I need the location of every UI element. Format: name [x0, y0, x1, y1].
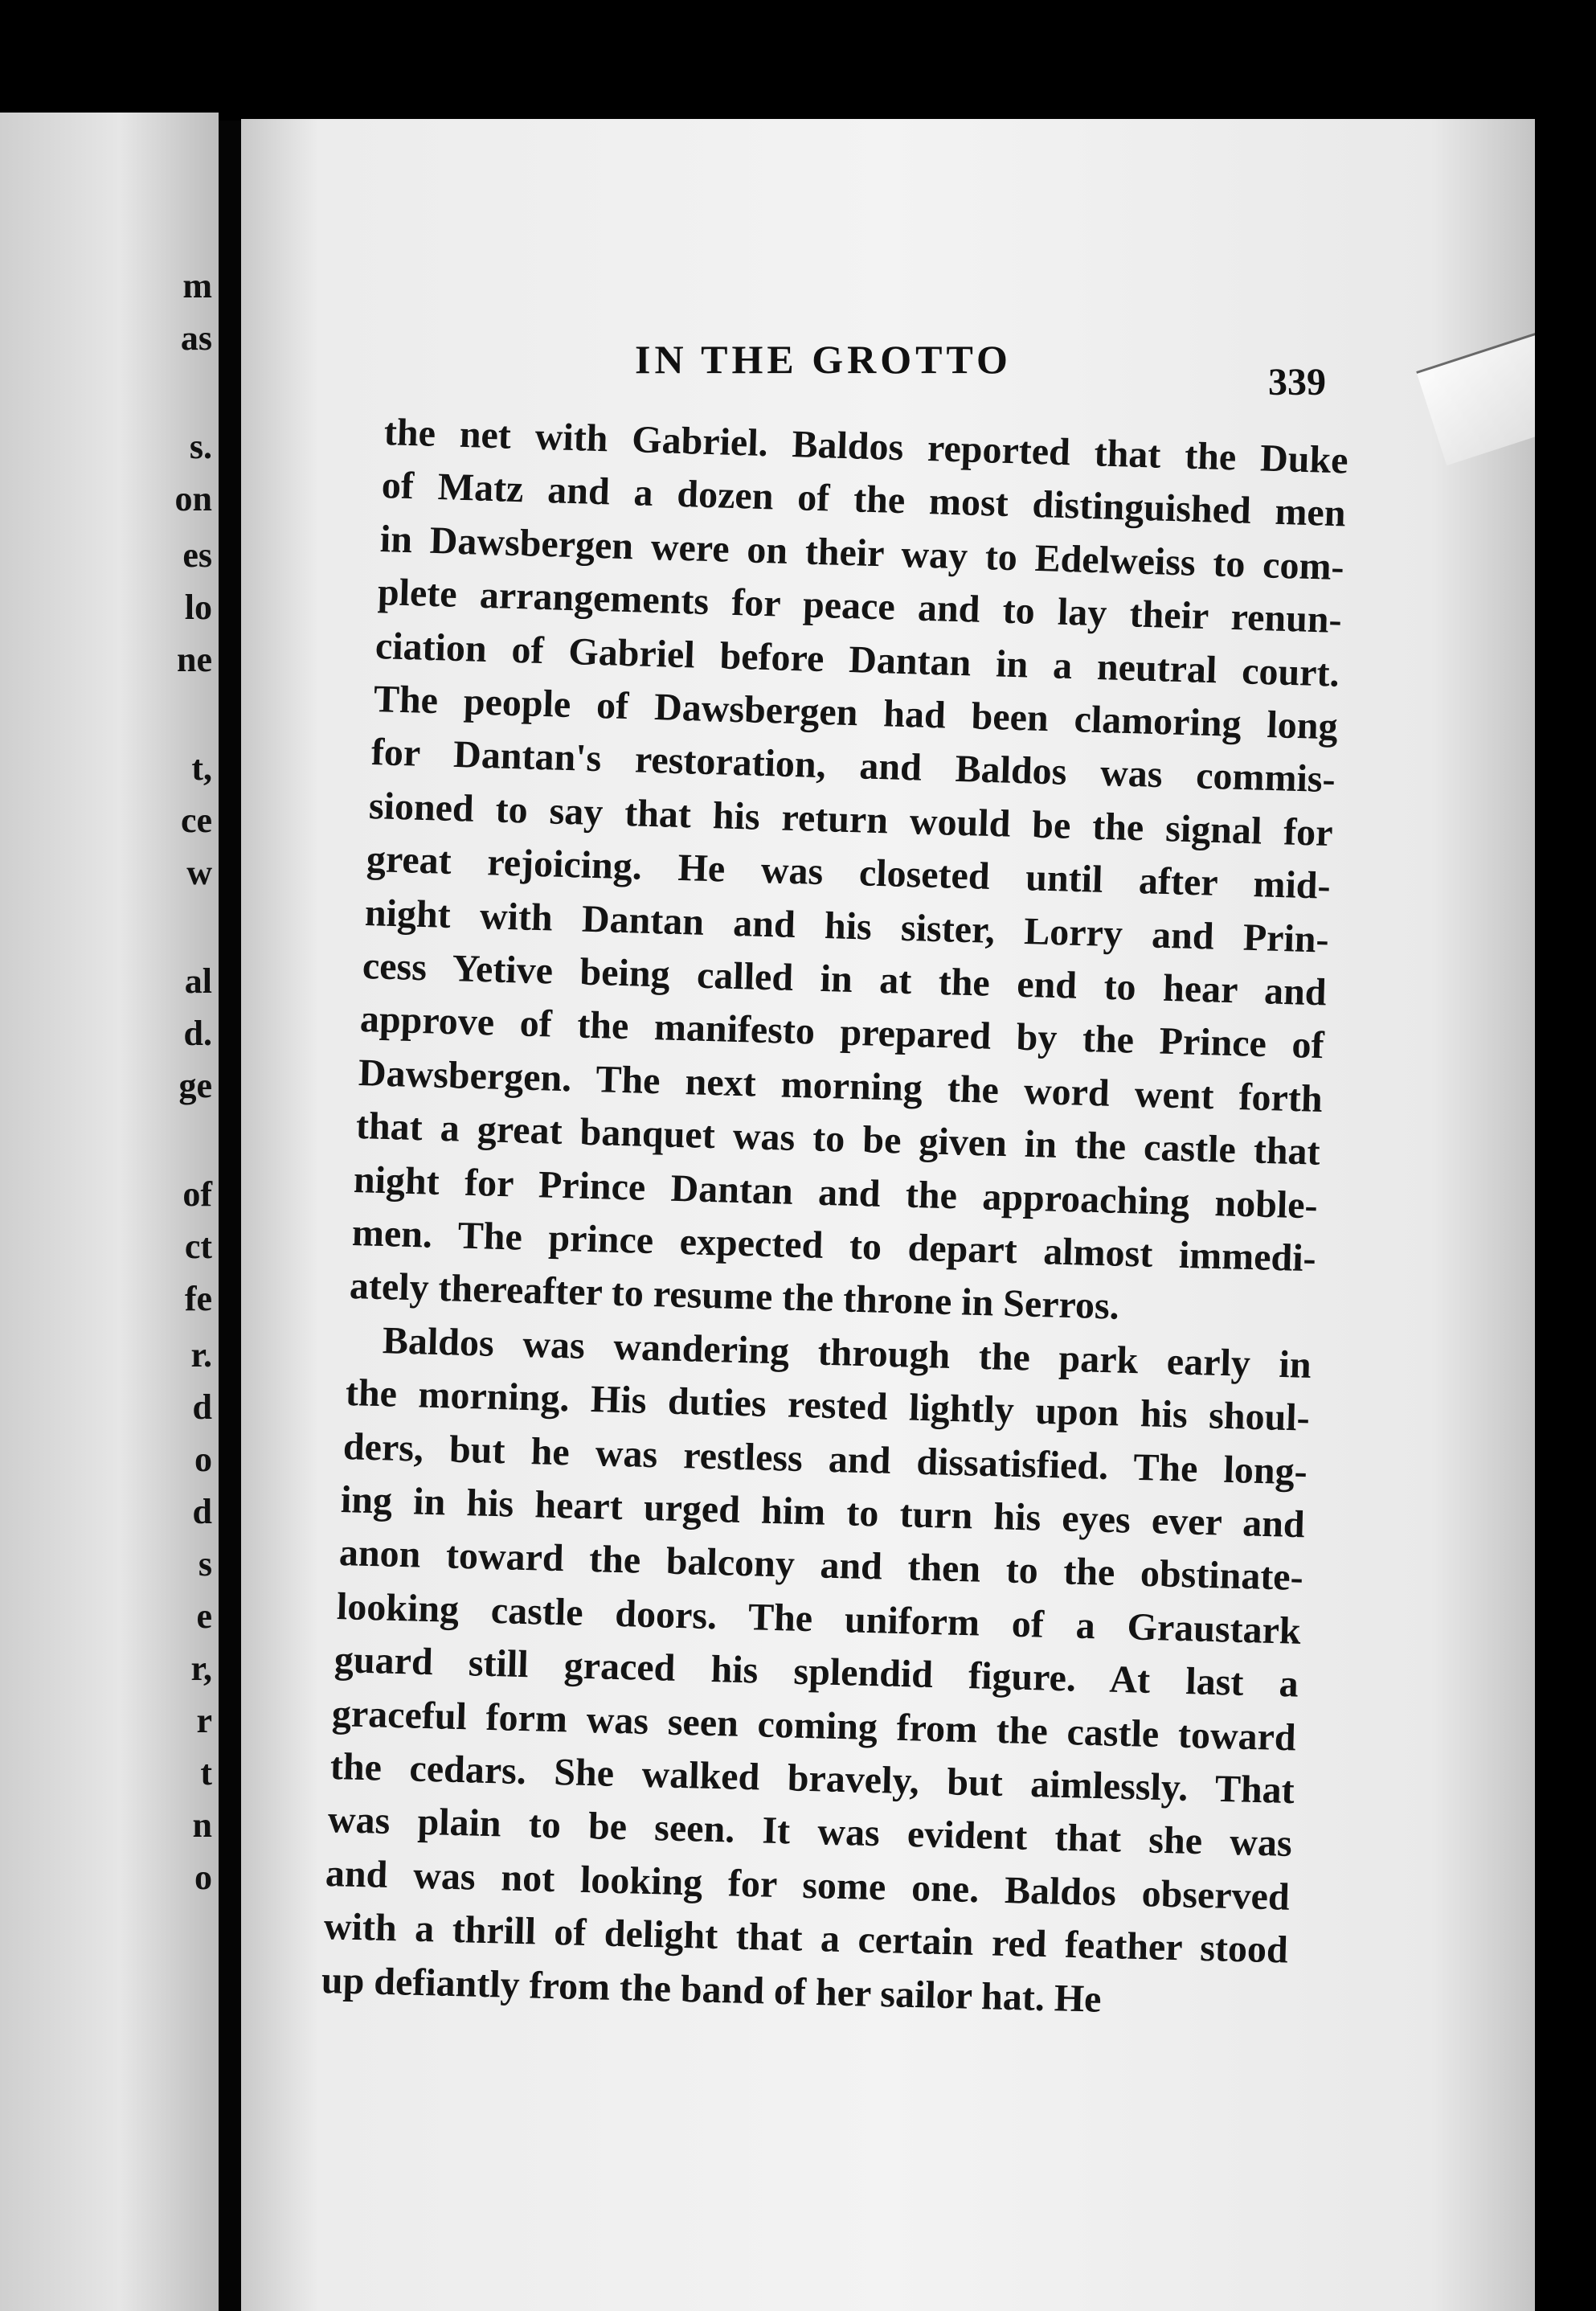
left-page-fragment: t,	[191, 748, 212, 788]
left-page-fragment: t	[200, 1753, 212, 1793]
left-page-fragment: o	[194, 1858, 212, 1897]
left-page-fragment: fe	[184, 1279, 212, 1318]
text-line: ciation of Gabriel before Dantan in a neutral court.	[374, 624, 1340, 695]
text-line: of Matz and a dozen of the most distinguished men	[381, 464, 1347, 535]
text-line: Dawsbergen. The next morning the word went forth	[358, 1051, 1324, 1121]
text-line: ders, but he was restless and dissatisfied. The long-	[342, 1424, 1308, 1494]
left-page-fragment: d.	[183, 1014, 212, 1053]
left-page-fragment: ne	[177, 640, 212, 679]
left-page-fragment: as	[180, 318, 212, 358]
text-line: ately thereafter to resume the throne in Serros.	[349, 1264, 1120, 1329]
text-line: The people of Dawsbergen had been clamoring long	[372, 678, 1338, 748]
text-line: looking castle doors. The uniform of a Graustark	[336, 1584, 1302, 1653]
page-number: 339	[1268, 361, 1326, 404]
left-page-fragment: r	[196, 1701, 212, 1740]
left-page-fragment: ge	[178, 1066, 212, 1105]
text-line: up defiantly from the band of her sailor hat. He	[321, 1958, 1103, 2021]
left-page-fragment: on	[174, 479, 212, 518]
text-line: night with Dantan and his sister, Lorry and Prin-	[364, 891, 1330, 961]
text-line: night for Prince Dantan and the approaching noble-	[353, 1158, 1319, 1227]
left-page-fragment: d	[192, 1387, 212, 1427]
text-line: men. The prince expected to depart almost immedi-	[350, 1211, 1316, 1280]
text-line: great rejoicing. He was closeted until after mid-	[366, 838, 1332, 908]
left-page-fragment: d	[192, 1492, 212, 1531]
text-line: the morning. His duties rested lightly upon his shoul-	[344, 1371, 1310, 1440]
text-line: cess Yetive being called in at the end to hear and	[362, 944, 1328, 1014]
left-page-fragment: es	[182, 535, 212, 575]
text-line: with a thrill of delight that a certain red feather stood	[323, 1905, 1288, 1972]
text-line: Baldos was wandering through the park early in	[382, 1318, 1312, 1387]
text-line: plete arrangements for peace and to lay their renun-	[377, 571, 1343, 642]
text-line: was plain to be seen. It was evident that she was	[327, 1798, 1293, 1866]
text-line: approve of the manifesto prepared by the Prince of	[359, 998, 1325, 1067]
left-page-fragment: ce	[180, 801, 212, 840]
left-page-fragment: s.	[189, 427, 212, 466]
text-line: that a great banquet was to be given in the castle that	[355, 1104, 1321, 1174]
text-line: guard still graced his splendid figure. At last a	[334, 1638, 1299, 1706]
text-line: in Dawsbergen were on their way to Edelweiss to com-	[379, 517, 1344, 588]
running-head: IN THE GROTTO	[635, 337, 1012, 382]
left-page-fragment: m	[182, 266, 212, 305]
left-page-fragment: o	[194, 1440, 212, 1479]
left-page-fragment: al	[184, 961, 212, 1001]
text-line: and was not looking for some one. Baldos observed	[325, 1851, 1291, 1919]
left-page-fragment: of	[182, 1174, 212, 1214]
left-page-fragment: lo	[184, 588, 212, 627]
left-page-fragment: s	[198, 1544, 212, 1584]
left-page-fragment: n	[192, 1805, 212, 1845]
text-line: the cedars. She walked bravely, but aimlessly. That	[329, 1745, 1295, 1813]
left-page-fragment: w	[186, 853, 212, 892]
text-line: ing in his heart urged him to turn his eyes ever and	[340, 1478, 1306, 1547]
text-line: anon toward the balcony and then to the obstinate-	[338, 1531, 1303, 1600]
left-page-fragment: ct	[184, 1227, 212, 1266]
text-line: for Dantan's restoration, and Baldos was commis-	[370, 731, 1336, 801]
text-line: the net with Gabriel. Baldos reported that the Duke	[383, 411, 1349, 482]
left-page-fragment: r.	[190, 1335, 212, 1375]
text-line: graceful form was seen coming from the castle toward	[331, 1691, 1297, 1759]
left-page-fragment: e	[196, 1596, 212, 1636]
left-page-fragment: r,	[190, 1649, 212, 1688]
text-line: sioned to say that his return would be the signal for	[368, 784, 1334, 854]
